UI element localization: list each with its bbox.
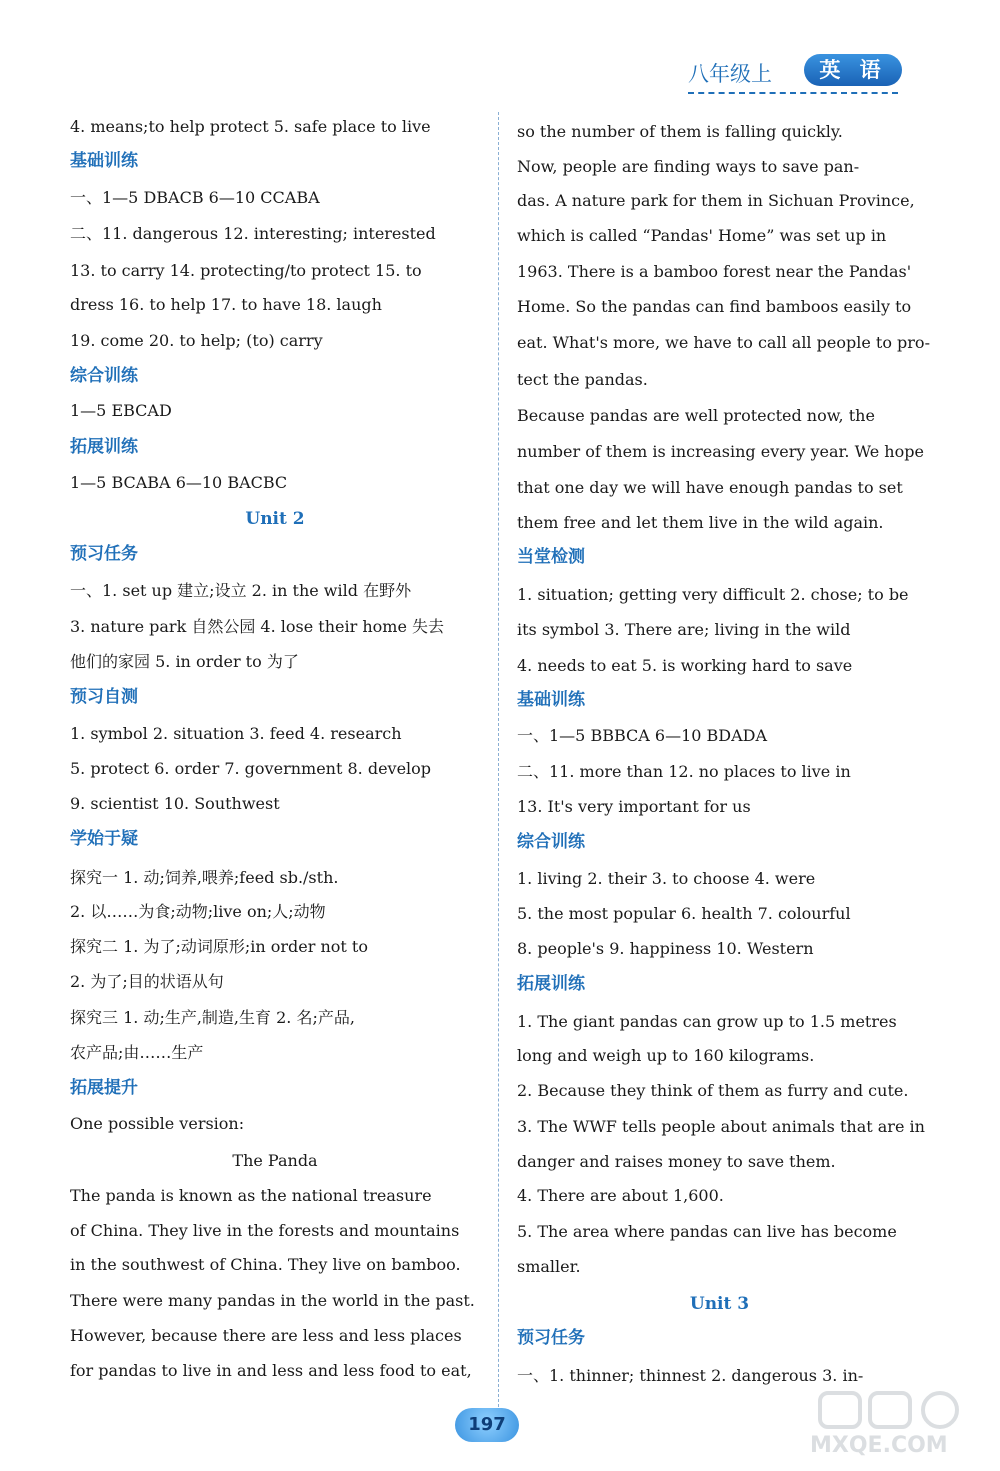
section-heading: 拓展训练	[517, 974, 585, 994]
text-line: 探究一 1. 动;饲养,喂养;feed sb./sth.	[70, 868, 339, 887]
text-line: 3. The WWF tells people about animals that are in	[517, 1117, 925, 1136]
text-line: eat. What's more, we have to call all people to pro-	[517, 333, 930, 352]
text-line: them free and let them live in the wild again.	[517, 513, 884, 532]
text-line: for pandas to live in and less and less food to eat,	[70, 1361, 472, 1380]
text-line: 9. scientist 10. Southwest	[70, 794, 280, 813]
header-underline	[688, 92, 898, 94]
text-line: 一、1—5 BBBCA 6—10 BDADA	[517, 726, 768, 745]
column-divider	[498, 112, 499, 1407]
text-line: danger and raises money to save them.	[517, 1152, 836, 1171]
text-line: 5. The area where pandas can live has become	[517, 1222, 897, 1241]
unit-title: Unit 3	[689, 1294, 750, 1314]
text-line: 13. It's very important for us	[517, 797, 751, 816]
text-line: Because pandas are well protected now, the	[517, 406, 875, 425]
text-line: smaller.	[517, 1257, 581, 1276]
page-header	[688, 52, 918, 98]
text-line: However, because there are less and less places	[70, 1326, 462, 1345]
text-line: 1—5 EBCAD	[70, 401, 172, 420]
text-line: 二、11. more than 12. no places to live in	[517, 762, 851, 781]
text-line: 探究三 1. 动;生产,制造,生育 2. 名;产品,	[70, 1008, 355, 1027]
text-line: 2. Because they think of them as furry and cute.	[517, 1081, 909, 1100]
text-line: 5. the most popular 6. health 7. colourful	[517, 904, 851, 923]
text-line: 一、1—5 DBACB 6—10 CCABA	[70, 188, 320, 207]
page-number: 197	[455, 1408, 519, 1442]
text-line: 13. to carry 14. protecting/to protect 15. to	[70, 261, 422, 280]
watermark-text: MXQE.COM	[810, 1433, 948, 1458]
text-line: 19. come 20. to help; (to) carry	[70, 331, 323, 350]
text-line: The panda is known as the national treasure	[70, 1186, 432, 1205]
text-line: 2. 为了;目的状语从句	[70, 972, 224, 991]
text-line: tect the pandas.	[517, 370, 648, 389]
text-line: 1963. There is a bamboo forest near the Pandas'	[517, 262, 912, 281]
section-heading: 综合训练	[70, 366, 138, 386]
text-line: in the southwest of China. They live on bamboo.	[70, 1255, 461, 1274]
text-line: 1—5 BCABA 6—10 BACBC	[70, 473, 288, 492]
text-line: 1. symbol 2. situation 3. feed 4. research	[70, 724, 402, 743]
text-line: 8. people's 9. happiness 10. Western	[517, 939, 814, 958]
text-line: 农产品;由……生产	[70, 1043, 204, 1062]
text-line: 3. nature park 自然公园 4. lose their home 失去	[70, 617, 445, 636]
section-heading: 当堂检测	[517, 547, 585, 567]
text-line: long and weigh up to 160 kilograms.	[517, 1046, 815, 1065]
text-line: Now, people are finding ways to save pan-	[517, 157, 860, 176]
text-line: One possible version:	[70, 1114, 245, 1133]
text-line: its symbol 3. There are; living in the wild	[517, 620, 851, 639]
text-line: 1. situation; getting very difficult 2. chose; to be	[517, 585, 909, 604]
text-line: 1. The giant pandas can grow up to 1.5 metres	[517, 1012, 897, 1031]
text-line: dress 16. to help 17. to have 18. laugh	[70, 295, 382, 314]
section-heading: 基础训练	[517, 690, 585, 710]
text-line: number of them is increasing every year. We hope	[517, 442, 924, 461]
text-line: 4. means;to help protect 5. safe place to live	[70, 117, 431, 136]
unit-title: Unit 2	[245, 509, 305, 529]
text-line: 他们的家园 5. in order to 为了	[70, 652, 299, 671]
text-line: that one day we will have enough pandas to set	[517, 478, 903, 497]
section-heading: 拓展提升	[70, 1078, 138, 1098]
text-line: das. A nature park for them in Sichuan Province,	[517, 191, 915, 210]
text-line: 二、11. dangerous 12. interesting; interested	[70, 224, 436, 243]
section-heading: 预习任务	[517, 1328, 585, 1348]
section-heading: 学始于疑	[70, 829, 138, 849]
text-line: 一、1. set up 建立;设立 2. in the wild 在野外	[70, 581, 412, 600]
text-line: 2. 以……为食;动物;live on;人;动物	[70, 902, 326, 921]
essay-title: The Panda	[232, 1151, 318, 1170]
watermark-logo	[790, 1385, 990, 1465]
text-line: which is called “Pandas' Home” was set up in	[517, 226, 887, 245]
text-line: 5. protect 6. order 7. government 8. develop	[70, 759, 432, 778]
text-line: 探究二 1. 为了;动词原形;in order not to	[70, 937, 368, 956]
text-line: 4. There are about 1,600.	[517, 1186, 724, 1205]
text-line: 1. living 2. their 3. to choose 4. were	[517, 869, 816, 888]
grade-label: 八年级上	[688, 62, 772, 86]
text-line: 一、1. thinner; thinnest 2. dangerous 3. in-	[517, 1366, 864, 1385]
section-heading: 基础训练	[70, 151, 138, 171]
text-line: so the number of them is falling quickly.	[517, 122, 843, 141]
subject-badge: 英 语	[804, 54, 902, 86]
section-heading: 综合训练	[517, 832, 585, 852]
text-line: 4. needs to eat 5. is working hard to save	[517, 656, 853, 675]
text-line: of China. They live in the forests and mountains	[70, 1221, 460, 1240]
section-heading: 拓展训练	[70, 437, 138, 457]
text-line: Home. So the pandas can find bamboos easily to	[517, 297, 912, 316]
section-heading: 预习任务	[70, 544, 138, 564]
section-heading: 预习自测	[70, 687, 138, 707]
text-line: There were many pandas in the world in the past.	[70, 1291, 475, 1310]
